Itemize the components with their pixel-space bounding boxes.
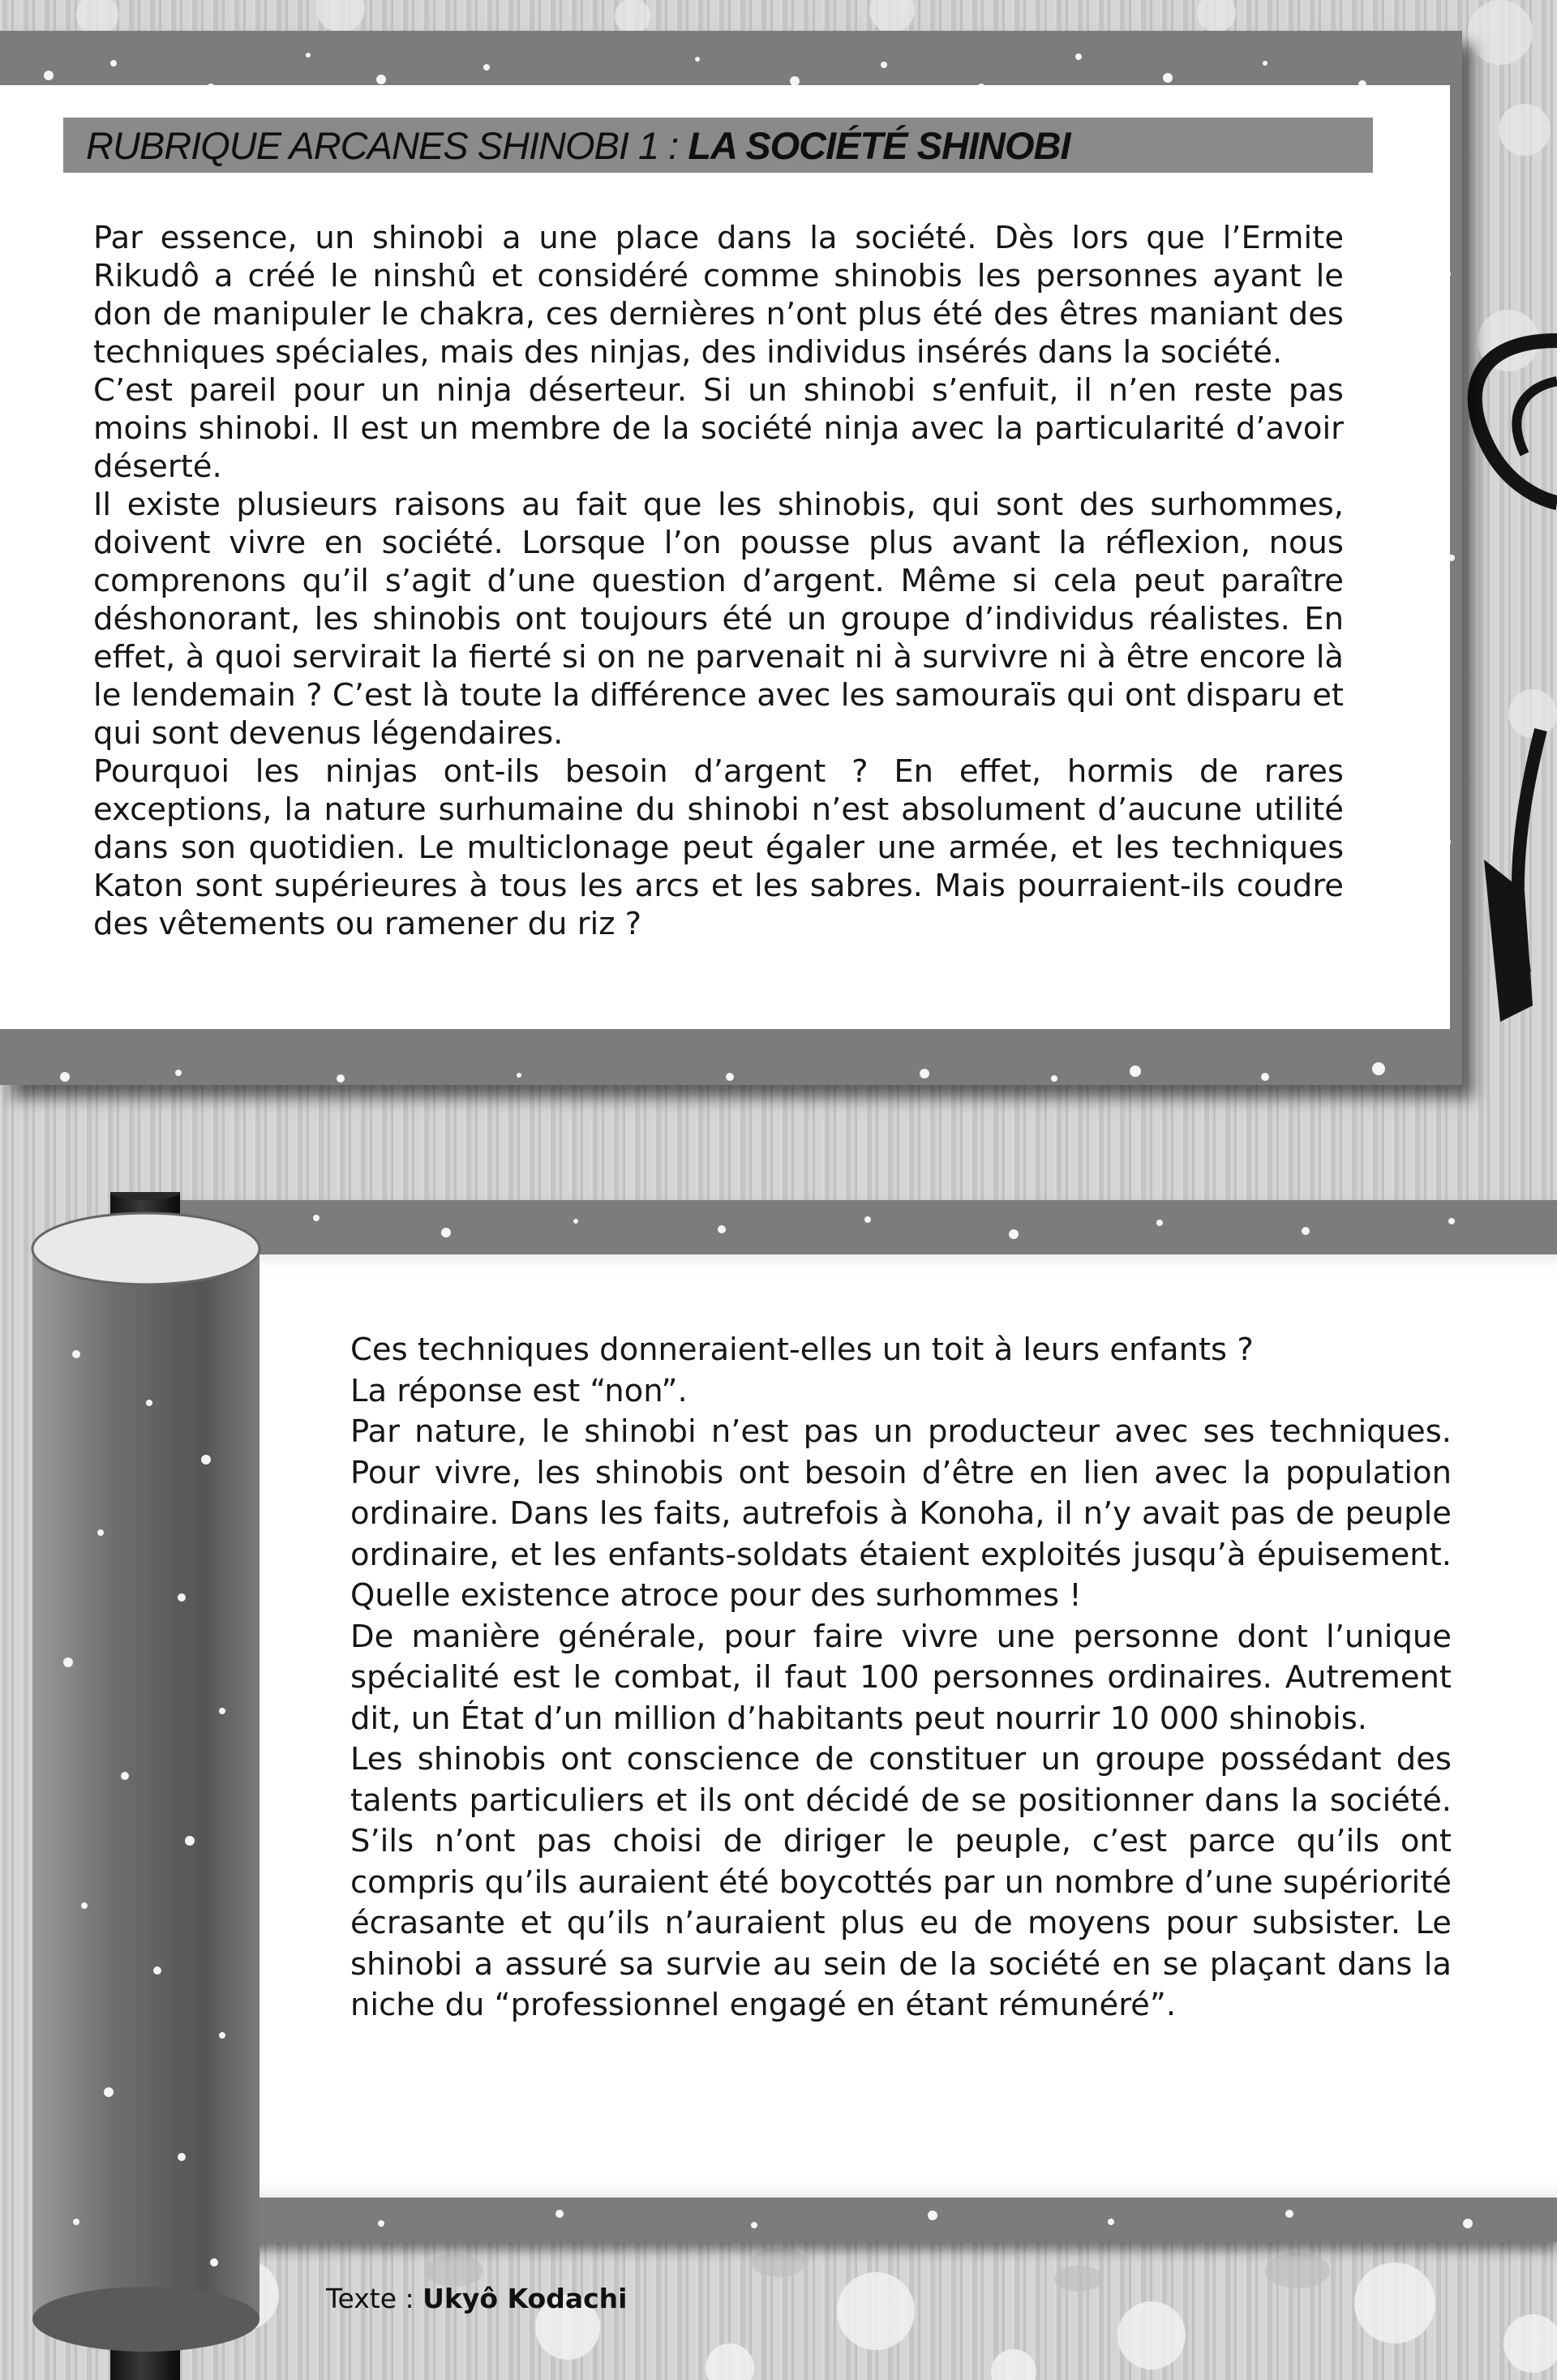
credit-label: Texte : [326,2283,423,2314]
paragraph: Ces techniques donneraient-elles un toit à leurs enfants ? [350,1332,1254,1368]
paragraph: Il existe plusieurs raisons au fait que les shinobis, qui sont des surhommes, doivent vivre en société. Lorsque l’on pousse plus avant la réflexion, nous comprenons qu’il s’agit d’une question d’argent. Même si cela peut paraître déshonorant, les shinobis ont toujours été un groupe d’individus réalistes. En effet, à quoi servirait la fierté si on ne parvenait ni à survivre ni à être encore là le lendemain ? C’est là toute la différence avec les samouraïs qui ont disparu et qui sont devenus légendaires. [93,487,1344,752]
flower-pattern-bottom [208,2259,1557,2380]
paragraph: C’est pareil pour un ninja déserteur. Si un shinobi s’enfuit, il n’en reste pas moins shinobi. Il est un membre de la société ninja avec la particularité d’avoir déserté. [93,372,1344,485]
paragraph: Pourquoi les ninjas ont-ils besoin d’argent ? En effet, hormis de rares exceptions, la nature surhumaine du shinobi n’est absolument d’aucune utilité dans son quotidien. Le multiclonage peut égaler une armée, et les techniques Katon sont supérieures à tous les arcs et les sabres. Mais pourraient-ils coudre des vêtements ou ramener du riz ? [93,753,1344,942]
cord-tassel [1484,860,1533,1022]
paragraph: La réponse est “non”. [350,1372,688,1409]
section-title [86,124,1070,168]
paragraph: Par nature, le shinobi n’est pas un producteur avec ses techniques. Pour vivre, les shinobis ont besoin d’être en lien avec la population ordinaire. Dans les faits, autrefois à Konoha, il n’y avait pas de peuple ordinaire, et les enfants-soldats étaient exploités jusqu’à épuisement. Quelle existence atroce pour des surhommes ! [350,1413,1452,1614]
paragraph: De manière générale, pour faire vivre une personne dont l’unique spécialité est le combat, il faut 100 personnes ordinaires. Autrement dit, un État d’un million d’habitants peut nourrir 10 000 shinobis. [350,1618,1452,1737]
top-article-text [93,219,1344,943]
section-title-bar [63,118,1373,173]
author-credit [326,2283,628,2315]
scroll-roller [28,1192,292,2380]
paragraph: Les shinobis ont conscience de constituer un groupe possédant des talents particuliers et ils ont décidé de se positionner dans la société. S’ils n’ont pas choisi de diriger le peuple, c’est parce qu’ils ont compris qu’ils auraient été boycottés par un nombre d’une supériorité écrasante et qu’ils n’auraient plus eu de moyens pour subsister. Le shinobi a assuré sa survie au sein de la société en se plaçant dans la niche du “professionnel engagé en étant rémunéré”. [350,1741,1452,2023]
credit-author: Ukyô Kodachi [422,2283,628,2314]
paragraph: Par essence, un shinobi a une place dans la société. Dès lors que l’Ermite Rikudô a créé le ninshû et considéré comme shinobis les personnes ayant le don de manipuler le chakra, ces dernières n’ont plus été des êtres maniant des techniques spéciales, mais des ninjas, des individus insérés dans la société. [93,220,1344,371]
title-strong: LA SOCIÉTÉ SHINOBI [688,124,1070,167]
title-main: RUBRIQUE ARCANES SHINOBI 1 : [86,124,688,167]
bottom-article-text [350,1330,1452,2026]
